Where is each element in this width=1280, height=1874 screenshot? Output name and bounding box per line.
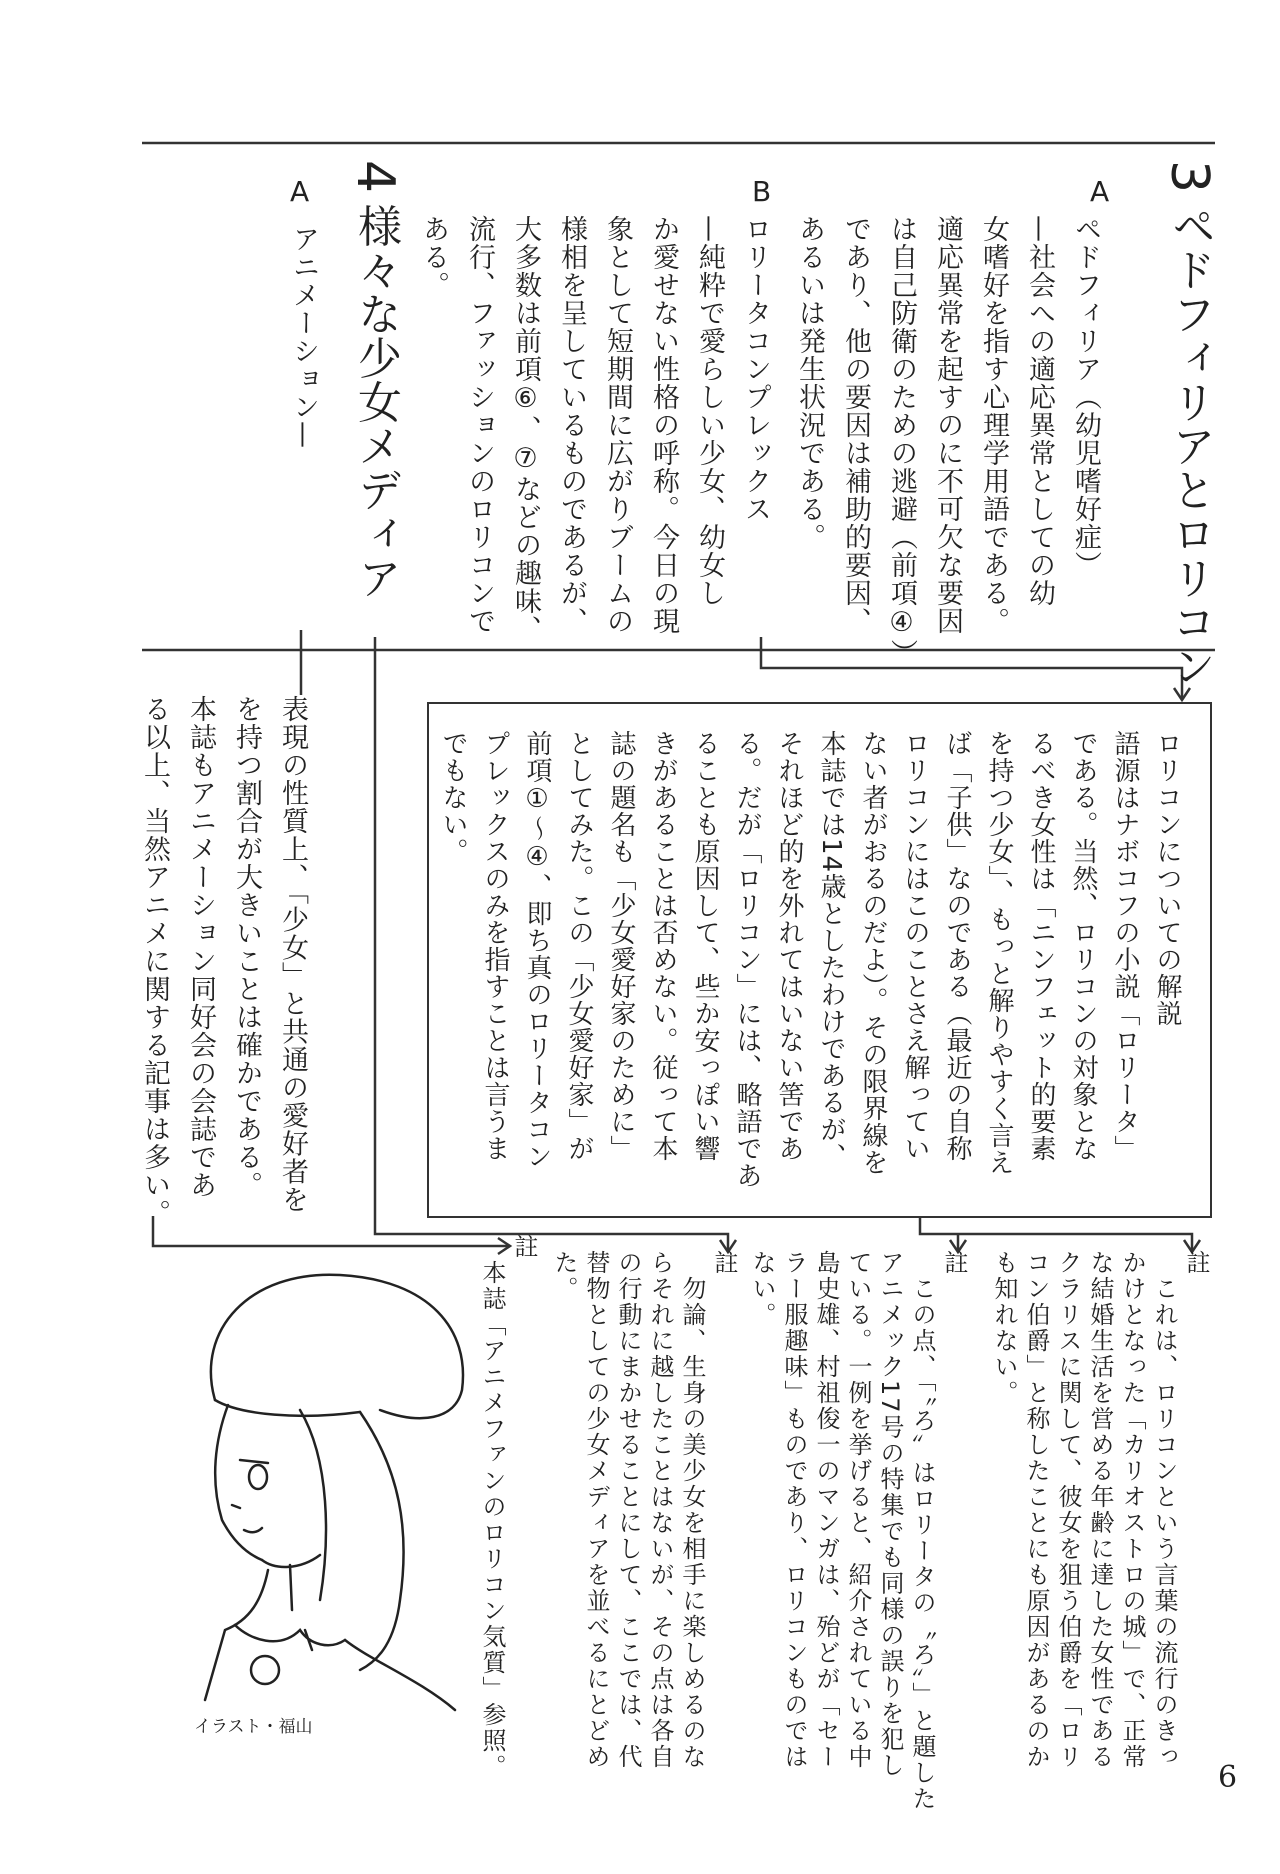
text-line: —社会への適応異常としての幼 <box>1024 215 1055 607</box>
text-line: 誌の題名も「少女愛好家のために」 <box>606 730 636 1162</box>
text-line: 大多数は前項⑥、⑦などの趣味、 <box>510 215 541 643</box>
text-line: アニメック17号の特集でも同様の誤りを犯し <box>876 1250 904 1779</box>
text-line: 替物としての少女メディアを並べるにとどめ <box>582 1250 610 1770</box>
text-line: それほど的を外れてはいない筈であ <box>774 730 804 1162</box>
section-number: 4 <box>345 160 405 194</box>
text-line: クラリスに関して、彼女を狙う伯爵を「ロリ <box>1054 1250 1082 1770</box>
text-line: プレックスのみを指すことは言うま <box>480 730 510 1162</box>
text-line: 註 <box>710 1250 738 1276</box>
box-text <box>432 730 1188 1189</box>
text-line: ることも原因して、些か安っぽい響 <box>690 730 720 1162</box>
text-line: ロリータコンプレックス <box>740 215 771 523</box>
text-line: コン伯爵」と称したことにも原因があるのか <box>1022 1250 1050 1770</box>
text-line: ロリコンにはこのことさえ解ってい <box>900 730 930 1162</box>
text-line: 註 <box>510 1234 538 1260</box>
text-line: ている。一例を挙げると、紹介されている中 <box>844 1250 872 1770</box>
text-line: を持つ割合が大きいことは確かである。 <box>231 695 262 1199</box>
item-label: A <box>290 175 310 208</box>
section-4a-heading: アニメーション— <box>288 225 319 449</box>
text-line: 表現の性質上、「少女」と共通の愛好者を <box>277 695 308 1214</box>
text-line: であり、他の要因は補助的要因、 <box>840 215 871 635</box>
section-title: ペドフィリアとロリコン <box>1164 203 1215 688</box>
section-number: 3 <box>1159 160 1219 194</box>
text-line: 本誌もアニメーション同好会の会誌であ <box>185 695 216 1199</box>
text-line: 象として短期間に広がりブームの <box>602 215 633 635</box>
text-line: ある。 <box>418 215 449 299</box>
text-line: る。だが「ロリコン」には、略語であ <box>732 730 762 1189</box>
text-line: た。 <box>550 1250 578 1302</box>
text-line: この点、「〝ろ〟はロリータの〝ろ〟」と題した <box>908 1250 936 1812</box>
text-line: かけとなった「カリオストロの城」で、正常 <box>1118 1250 1146 1770</box>
item-label: A <box>1090 175 1110 208</box>
text-line: でもない。 <box>438 730 468 865</box>
text-line: —純粋で愛らしい少女、幼女し <box>694 215 725 607</box>
page-number: 6 <box>1218 1760 1238 1795</box>
text-line: 女嗜好を指す心理学用語である。 <box>978 215 1009 635</box>
text-line: ラー服趣味」ものであり、ロリコンものでは <box>780 1250 808 1770</box>
text-line: 島史雄、村祖俊一のマンガは、殆どが「セー <box>812 1250 840 1770</box>
text-line: 註 <box>940 1250 968 1276</box>
text-line: ない者がおるのだよ）。その限界線を <box>858 730 888 1176</box>
text-line: を持つ少女」、もっと解りやすく言え <box>984 730 1014 1176</box>
item-label: B <box>752 175 772 208</box>
text-line: これは、ロリコンという言葉の流行のきっ <box>1150 1250 1178 1770</box>
section-4-heading <box>346 160 404 599</box>
note-2 <box>746 1250 970 1812</box>
text-line: 勿論、生身の美少女を相手に楽しめるのな <box>678 1250 706 1770</box>
text-line: ロリコンについての解説 <box>1152 730 1182 1027</box>
illustration-credit: イラスト・福山 <box>194 1717 313 1737</box>
text-line: 語源はナボコフの小説「ロリータ」 <box>1110 730 1140 1162</box>
text-line: は自己防衛のための逃避（前項④） <box>886 215 917 667</box>
text-line: ペドフィリア（幼児嗜好症） <box>1070 215 1101 579</box>
text-line: 前項①〜④、即ち真のロリータコン <box>522 730 552 1170</box>
section-3b-text <box>410 215 778 643</box>
text-line: 註 <box>1182 1250 1210 1276</box>
text-line: か愛せない性格の呼称。今日の現 <box>648 215 679 635</box>
text-line: きがあることは否めない。従って本 <box>648 730 678 1162</box>
text-line: も知れない。 <box>990 1250 1018 1406</box>
text-line: あるいは発生状況である。 <box>794 215 825 551</box>
note-3 <box>548 1250 740 1770</box>
text-line: らそれに越したことはないが、その点は各自 <box>646 1250 674 1770</box>
text-line: ない。 <box>748 1250 776 1328</box>
text-line: な結婚生活を営める年齢に達した女性である <box>1086 1250 1114 1770</box>
text-line: る以上、当然アニメに関する記事は多い。 <box>139 695 170 1227</box>
section-3a-text <box>786 215 1108 667</box>
text-line: ば「子供」なのである（最近の自称 <box>942 730 972 1162</box>
text-line: の行動にまかせることにして、ここでは、代 <box>614 1250 642 1770</box>
text-line: 本誌「アニメファンのロリコン気質」参照。 <box>478 1234 506 1780</box>
text-line: るべき女性は「ニンフェット的要素 <box>1026 730 1056 1162</box>
text-line: 様相を呈しているものであるが、 <box>556 215 587 635</box>
girl-illustration <box>205 1275 463 1710</box>
lolicon-explanation-box <box>427 702 1212 1218</box>
note-4 <box>476 1234 540 1780</box>
note-1 <box>988 1250 1212 1770</box>
section-3-heading <box>1160 160 1218 687</box>
text-line: 適応異常を起すのに不可欠な要因 <box>932 215 963 635</box>
section-title: 様々な少女メディア <box>350 203 401 600</box>
text-line: である。当然、ロリコンの対象とな <box>1068 730 1098 1162</box>
text-line: 流行、ファッションのロリコンで <box>464 215 495 635</box>
section-4a-text <box>131 695 315 1227</box>
text-line: 本誌では14歳としたわけであるが、 <box>816 730 846 1171</box>
text-line: としてみた。この「少女愛好家」が <box>564 730 594 1162</box>
